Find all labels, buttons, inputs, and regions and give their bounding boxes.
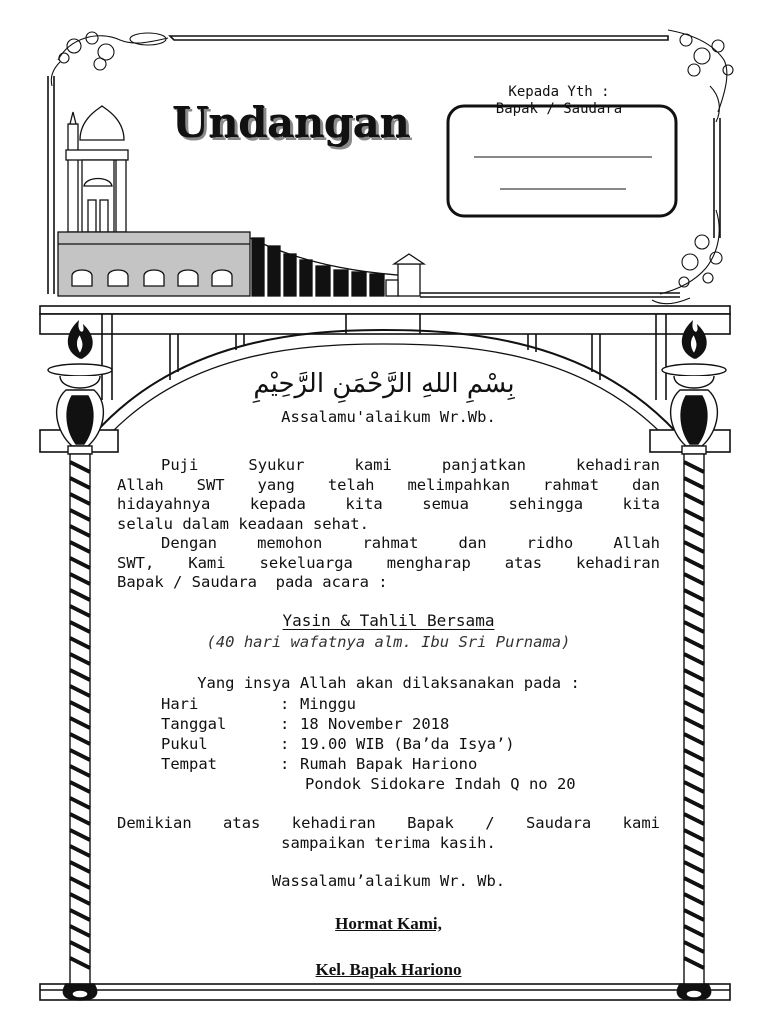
detail-sep: : bbox=[280, 735, 299, 753]
floral-corner-icon bbox=[51, 32, 168, 86]
paragraph-2-line: Bapak / Saudara pada acara : bbox=[117, 573, 388, 592]
paragraph-1 bbox=[117, 456, 660, 534]
paragraph-1-line: Allah SWT yang telah melimpahkan rahmat dan bbox=[117, 475, 660, 494]
detail-value-tempat: Rumah Bapak Hariono bbox=[300, 755, 478, 773]
recipient-label bbox=[450, 84, 668, 118]
paragraph-1-line: hidayahnya kepada kita semua sehingga kita bbox=[117, 495, 660, 514]
paragraph-2-line: SWT, Kami sekeluarga mengharap atas kehadiran bbox=[117, 553, 660, 572]
detail-value-tanggal: 18 November 2018 bbox=[300, 715, 450, 733]
greeting-open: Assalamu'alaikum Wr.Wb. bbox=[281, 408, 496, 426]
paragraph-2-line: Dengan memohon rahmat dan ridho Allah bbox=[161, 534, 660, 552]
signature-name bbox=[117, 960, 660, 980]
closing-paragraph bbox=[117, 814, 660, 853]
right-torch-icon bbox=[662, 322, 726, 1000]
event-title bbox=[117, 611, 660, 630]
paragraph-2 bbox=[117, 534, 660, 593]
recipient-line2: Bapak / Saudara bbox=[495, 101, 623, 117]
address-line-2: Pondok Sidokare Indah Q no 20 bbox=[305, 775, 576, 793]
detail-label-tempat: Tempat bbox=[161, 755, 217, 773]
recipient-box bbox=[448, 106, 676, 216]
bismillah-calligraphy: بِسْمِ اللهِ الرَّحْمَنِ الرَّحِيْمِ bbox=[253, 369, 515, 399]
detail-value-hari: Minggu bbox=[300, 695, 356, 713]
greeting-close: Wassalamu’alaikum Wr. Wb. bbox=[271, 872, 506, 890]
paragraph-1-line: Puji Syukur kami panjatkan kehadiran bbox=[161, 456, 660, 474]
signature-regards-text: Hormat Kami, bbox=[335, 914, 442, 933]
detail-sep: : bbox=[280, 755, 299, 773]
detail-sep: : bbox=[280, 715, 299, 733]
signature-name-text: Kel. Bapak Hariono bbox=[315, 960, 462, 979]
signature-regards bbox=[117, 914, 660, 934]
paragraph-1-line: selalu dalam keadaan sehat. bbox=[117, 514, 369, 533]
recipient-line1: Kepada Yth : bbox=[508, 84, 610, 100]
page-title: Undangan bbox=[172, 98, 410, 147]
detail-sep: : bbox=[280, 695, 299, 713]
detail-label-hari: Hari bbox=[161, 695, 199, 713]
detail-value-pukul: 19.00 WIB (Ba’da Isya’) bbox=[300, 735, 515, 753]
event-subtitle: (40 hari wafatnya alm. Ibu Sri Purnama) bbox=[206, 633, 571, 651]
schedule-intro: Yang insya Allah akan dilaksanakan pada : bbox=[197, 674, 580, 692]
closing-line: Demikian atas kehadiran Bapak / Saudara kami bbox=[117, 814, 660, 832]
detail-label-tanggal: Tanggal bbox=[161, 715, 227, 733]
closing-line: sampaikan terima kasih. bbox=[281, 833, 496, 852]
detail-label-pukul: Pukul bbox=[161, 735, 208, 753]
left-torch-icon bbox=[48, 322, 112, 1000]
event-title-text: Yasin & Tahlil Bersama bbox=[282, 611, 495, 630]
